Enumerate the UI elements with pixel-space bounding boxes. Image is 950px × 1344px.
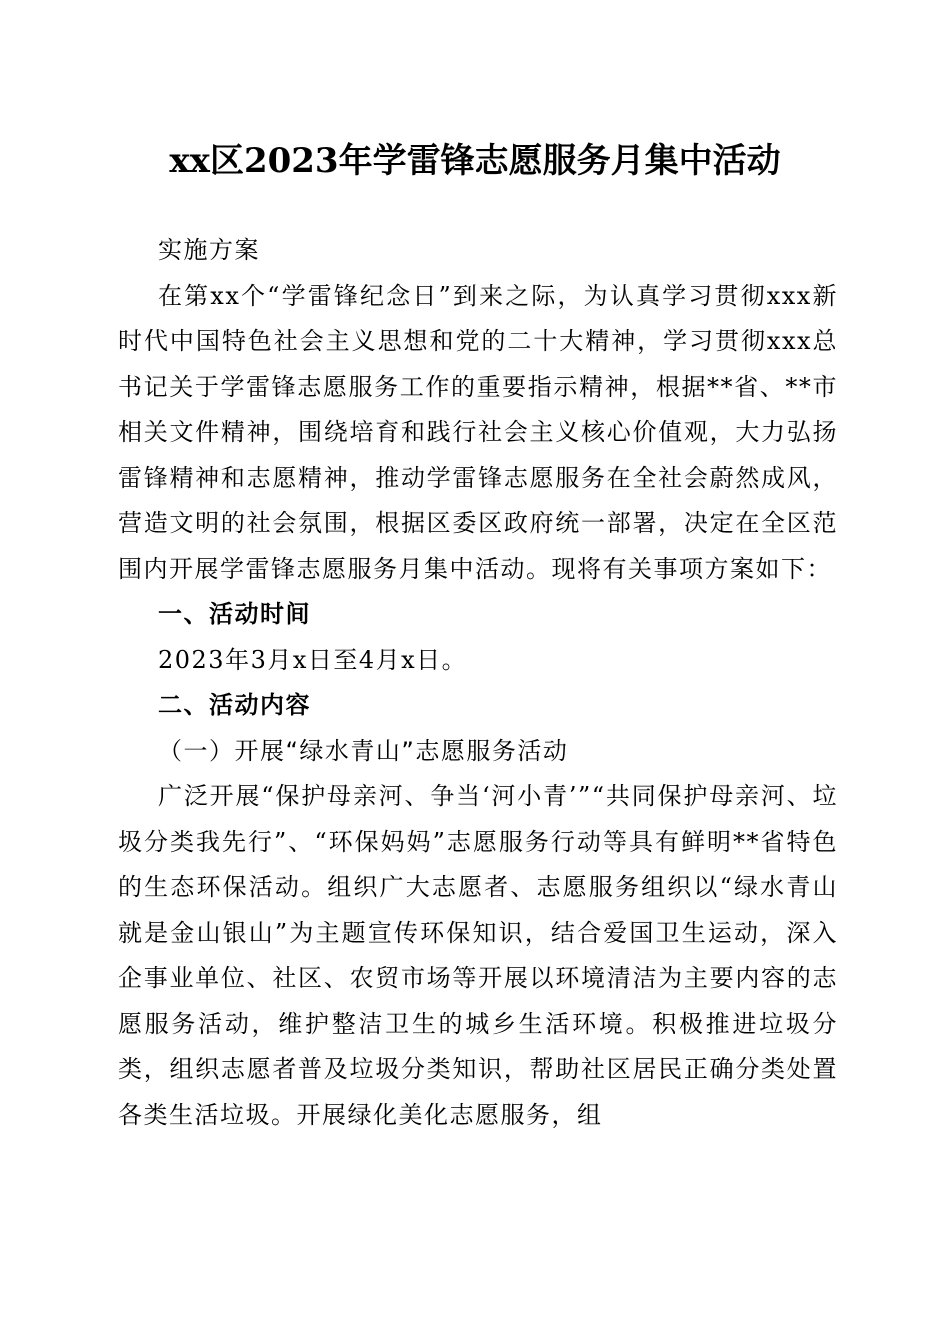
section-1-text: 2023年3月x日至4月x日。 bbox=[158, 645, 468, 674]
section-2-subheading-1-text: 广泛开展“保护母亲河、争当‘河小青’”“共同保护母亲河、垃圾分类我先行”、“环保妈妈”志愿服务行动等具有鲜明**省特色的生态环保活动。组织广大志愿者、志愿服务组织以“绿水青山就是金山银山”为主题宣传环保知识，结合爱国卫生运动，深入企事业单位、社区、农贸市场等开展以环境清洁为主要内容的志愿服务活动，维护整洁卫生的城乡生活环境。积极推进垃圾分类，组织志愿者普及垃圾分类知识，帮助社区居民正确分类处置各类生活垃圾。开展绿化美化志愿服务，组 bbox=[118, 782, 838, 1129]
document-title: xx区2023年学雷锋志愿服务月集中活动 bbox=[169, 141, 781, 181]
intro-paragraph: 在第xx个“学雷锋纪念日”到来之际，为认真学习贯彻xxx新时代中国特色社会主义思想和党的二十大精神，学习贯彻xxx总书记关于学雷锋志愿服务工作的重要指示精神，根据**省、**市相关文件精神，围绕培育和践行社会主义核心价值观，大力弘扬雷锋精神和志愿精神，推动学雷锋志愿服务在全社会蔚然成风，营造文明的社会氛围，根据区委区政府统一部署，决定在全区范围内开展学雷锋志愿服务月集中活动。现将有关事项方案如下： bbox=[118, 281, 838, 583]
section-1-heading: 一、活动时间 bbox=[158, 600, 311, 628]
section-2-heading: 二、活动内容 bbox=[158, 691, 311, 719]
section-2-subheading-1: （一）开展“绿水青山”志愿服务活动 bbox=[158, 736, 569, 765]
document-subtitle: 实施方案 bbox=[158, 236, 260, 264]
document-body bbox=[118, 228, 838, 1138]
